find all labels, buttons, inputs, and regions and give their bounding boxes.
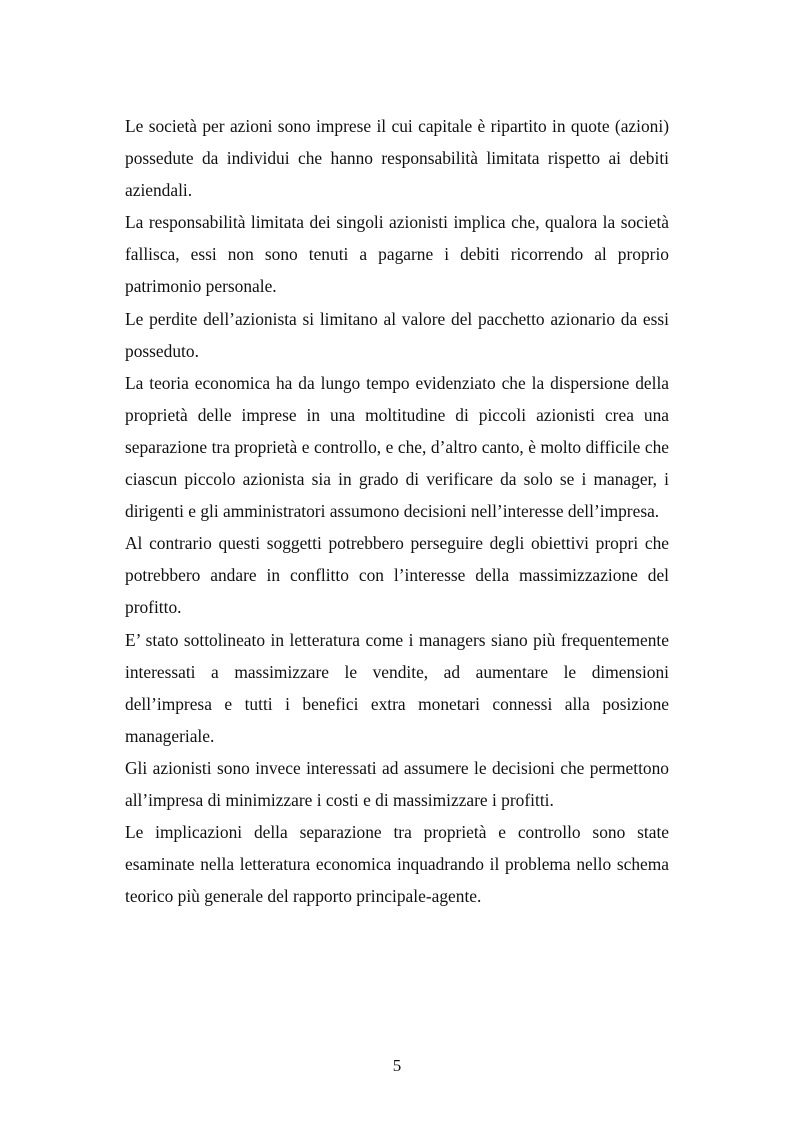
body-text: [125, 110, 669, 912]
page-number: 5: [392, 1056, 402, 1075]
paragraph-8: Le implicazioni della separazione tra proprietà e controllo sono state esaminate nella letteratura economica inquadrando il problema nello schema teorico più generale del rapporto principale-agente.: [125, 822, 669, 907]
paragraph-4: La teoria economica ha da lungo tempo evidenziato che la dispersione della proprietà delle imprese in una moltitudine di piccoli azionisti crea una separazione tra proprietà e controllo, e che, d’altro canto, è molto difficile che ciascun piccolo azionista sia in grado di verificare da solo se i manager, i dirigenti e gli amministratori assumono decisioni nell’interesse dell’impresa.: [125, 372, 669, 522]
paragraph-7: Gli azionisti sono invece interessati ad assumere le decisioni che permettono all’impresa di minimizzare i costi e di massimizzare i profitti.: [125, 757, 669, 810]
paragraph-2: La responsabilità limitata dei singoli azionisti implica che, qualora la società fallisca, essi non sono tenuti a pagarne i debiti ricorrendo al proprio patrimonio personale.: [125, 212, 669, 297]
paragraph-3: Le perdite dell’azionista si limitano al valore del pacchetto azionario da essi posseduto.: [125, 308, 669, 361]
paragraph-6: E’ stato sottolineato in letteratura come i managers siano più frequentemente interessati a massimizzare le vendite, ad aumentare le dimensioni dell’impresa e tutti i benefici extra monetari connessi alla posizione manageriale.: [125, 629, 669, 746]
paragraph-1: Le società per azioni sono imprese il cui capitale è ripartito in quote (azioni) possedute da individui che hanno responsabilità limitata rispetto ai debiti aziendali.: [125, 116, 669, 201]
paragraph-5: Al contrario questi soggetti potrebbero perseguire degli obiettivi propri che potrebbero andare in conflitto con l’interesse della massimizzazione del profitto.: [125, 533, 669, 618]
